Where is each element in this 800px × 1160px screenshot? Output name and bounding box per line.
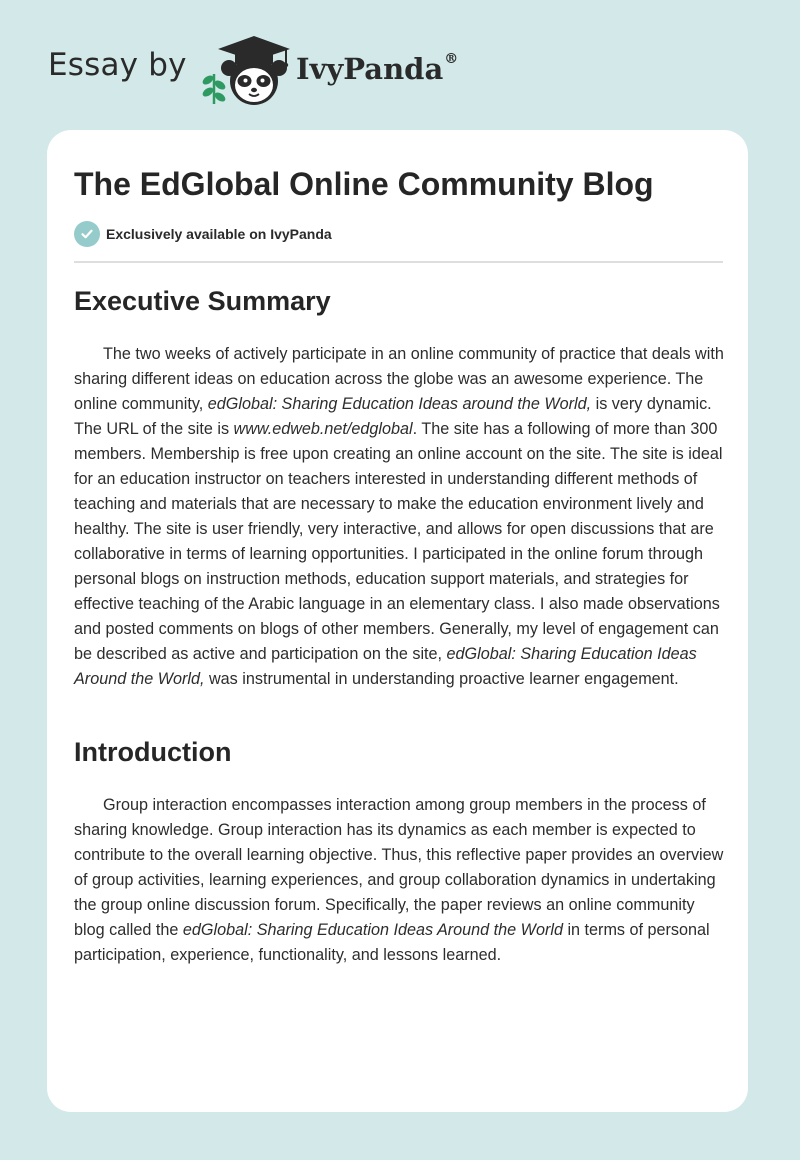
paragraph-text: in terms of personal participation, experience, functionality, and lessons learned. [74, 921, 710, 964]
exclusive-badge [74, 221, 332, 247]
section-heading-executive-summary: Executive Summary [74, 286, 331, 316]
panda-graduate-logo-icon[interactable] [196, 34, 294, 108]
badge-text: Exclusively available on IvyPanda [106, 226, 332, 242]
paragraph-text: . The site has a following of more than 300 members. Membership is free upon creating an online account on the site. The site is ideal for an education instructor on teachers interested in understanding different methods of teaching and materials that are necessary to make the education environment lively and healthy. The site is user friendly, very interactive, and allows for open discussions that are collaborative in terms of learning opportunities. I participated in the online forum through personal blogs on instruction methods, education support materials, and strategies for effective teaching of the Arabic language in an elementary class. I also made observations and posted comments on blogs of other members. Generally, my level of engagement can be described as active and participation on the site, [74, 420, 723, 663]
page-title: The EdGlobal Online Community Blog [74, 166, 654, 202]
site-url-italic: www.edweb.net/edglobal [233, 420, 413, 438]
executive-summary-paragraph [74, 342, 724, 692]
site-name-italic: edGlobal: Sharing Education Ideas Around the World [182, 921, 563, 939]
divider [74, 261, 723, 263]
site-name-italic: edGlobal: Sharing Education Ideas around the World, [207, 395, 592, 413]
essay-card [47, 130, 748, 1112]
paragraph-text: Group interaction encompasses interaction among group members in the process of sharing knowledge. Group interaction has its dynamics as each member is expected to contribute to the overall learning objective. Thus, this reflective paper provides an overview of group activities, learning experiences, and group collaboration dynamics in undertaking the group online discussion forum. Specifically, the paper reviews an online community blog called the [74, 796, 724, 939]
brand-header [0, 0, 800, 130]
introduction-paragraph [74, 793, 724, 968]
site-name-italic: edGlobal: Sharing Education Ideas Around the World, [74, 645, 697, 688]
paragraph-text: is very dynamic. The URL of the site is [74, 395, 712, 438]
paragraph-text: was instrumental in understanding proactive learner engagement. [204, 670, 679, 688]
paragraph-text: The two weeks of actively participate in an online community of practice that deals with sharing different ideas on education across the globe was an awesome experience. The online community, [74, 345, 724, 413]
registered-mark: ® [444, 51, 459, 67]
brand-name-text: IvyPanda [296, 52, 444, 86]
brand-name[interactable] [296, 51, 459, 86]
brand-prefix: Essay by [48, 47, 187, 83]
section-heading-introduction: Introduction [74, 737, 232, 767]
check-circle-icon [74, 221, 100, 247]
